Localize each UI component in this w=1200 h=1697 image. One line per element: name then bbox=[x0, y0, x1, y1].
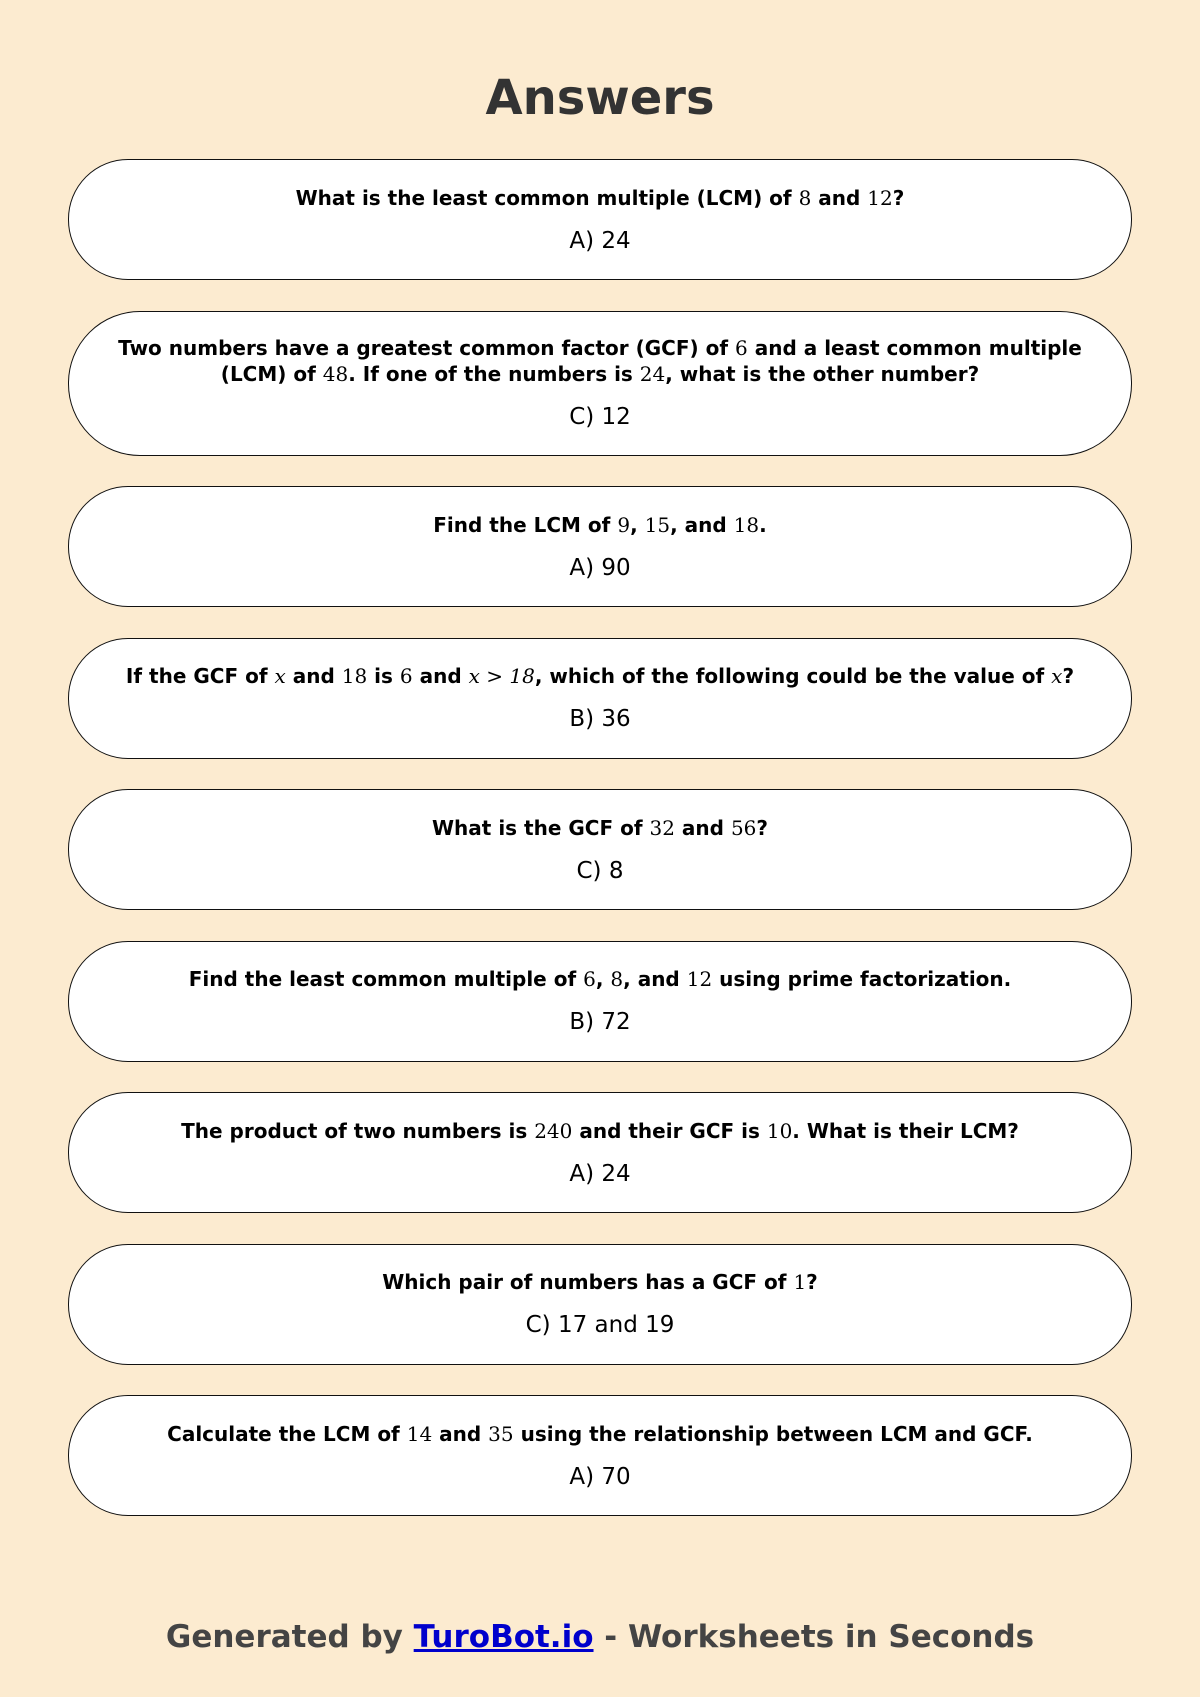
math-value: 14 bbox=[406, 1421, 433, 1446]
question-text: If the GCF of x and 18 is 6 and x > 18, which of the following could be the value of x? bbox=[125, 664, 1075, 688]
footer-prefix: Generated by bbox=[165, 1619, 414, 1655]
answer-card bbox=[68, 941, 1132, 1062]
math-value: 15 bbox=[644, 512, 671, 537]
math-variable: x bbox=[274, 664, 286, 688]
answer-text: A) 24 bbox=[569, 1160, 631, 1187]
math-value: 10 bbox=[766, 1118, 793, 1143]
answer-card bbox=[68, 1244, 1132, 1365]
answer-card bbox=[68, 638, 1132, 759]
question-text: Find the LCM of 9, 15, and 18. bbox=[433, 512, 767, 537]
math-value: 56 bbox=[730, 815, 757, 840]
math-value: 6 bbox=[583, 967, 596, 991]
question-text: Find the least common multiple of 6, 8, and 12 using prime factorization. bbox=[188, 967, 1012, 991]
answer-list bbox=[68, 159, 1132, 1547]
question-text: What is the least common multiple (LCM) of 8 and 12? bbox=[295, 185, 905, 210]
math-value: 8 bbox=[798, 185, 812, 210]
math-value: 1 bbox=[793, 1270, 807, 1294]
answer-text: B) 36 bbox=[569, 706, 631, 732]
math-value: 6 bbox=[399, 664, 413, 688]
turobot-link[interactable]: TuroBot.io bbox=[413, 1619, 594, 1655]
answer-card bbox=[68, 311, 1132, 456]
math-variable: x bbox=[1051, 664, 1063, 688]
answer-text: C) 17 and 19 bbox=[525, 1312, 675, 1338]
math-value: 48 bbox=[322, 362, 349, 386]
math-value: 12 bbox=[867, 185, 893, 210]
math-value: 35 bbox=[488, 1421, 514, 1446]
question-text: The product of two numbers is 240 and their GCF is 10. What is their LCM? bbox=[181, 1118, 1019, 1143]
math-value: 12 bbox=[686, 967, 713, 991]
math-inequality: x > 18 bbox=[468, 664, 535, 688]
question-text: What is the GCF of 32 and 56? bbox=[432, 815, 768, 840]
answer-card bbox=[68, 486, 1132, 607]
math-value: 18 bbox=[733, 512, 760, 537]
answer-card bbox=[68, 789, 1132, 910]
answer-text: C) 8 bbox=[576, 857, 624, 884]
math-value: 24 bbox=[639, 362, 666, 386]
math-value: 240 bbox=[534, 1118, 573, 1143]
question-text: Calculate the LCM of 14 and 35 using the relationship between LCM and GCF. bbox=[167, 1421, 1033, 1446]
answer-text: B) 72 bbox=[569, 1009, 631, 1035]
footer-suffix: - Worksheets in Seconds bbox=[593, 1619, 1035, 1655]
question-text: Which pair of numbers has a GCF of 1? bbox=[382, 1270, 818, 1294]
page-title: Answers bbox=[485, 70, 715, 126]
math-value: 18 bbox=[341, 664, 368, 688]
footer bbox=[0, 1617, 1200, 1657]
answer-text: A) 90 bbox=[569, 554, 631, 581]
question-text: Two numbers have a greatest common factor (GCF) of 6 and a least common multiple (LCM) of 48. If one of the numbers is 24, what is the other number? bbox=[118, 336, 1082, 386]
math-value: 9 bbox=[617, 512, 631, 537]
answer-card bbox=[68, 1092, 1132, 1213]
answer-text: C) 12 bbox=[569, 404, 631, 430]
answer-text: A) 24 bbox=[569, 227, 631, 254]
math-value: 8 bbox=[610, 967, 624, 991]
answer-text: A) 70 bbox=[569, 1463, 631, 1490]
math-value: 6 bbox=[735, 336, 748, 360]
math-value: 32 bbox=[649, 815, 675, 840]
answer-card bbox=[68, 159, 1132, 280]
answer-card bbox=[68, 1395, 1132, 1516]
